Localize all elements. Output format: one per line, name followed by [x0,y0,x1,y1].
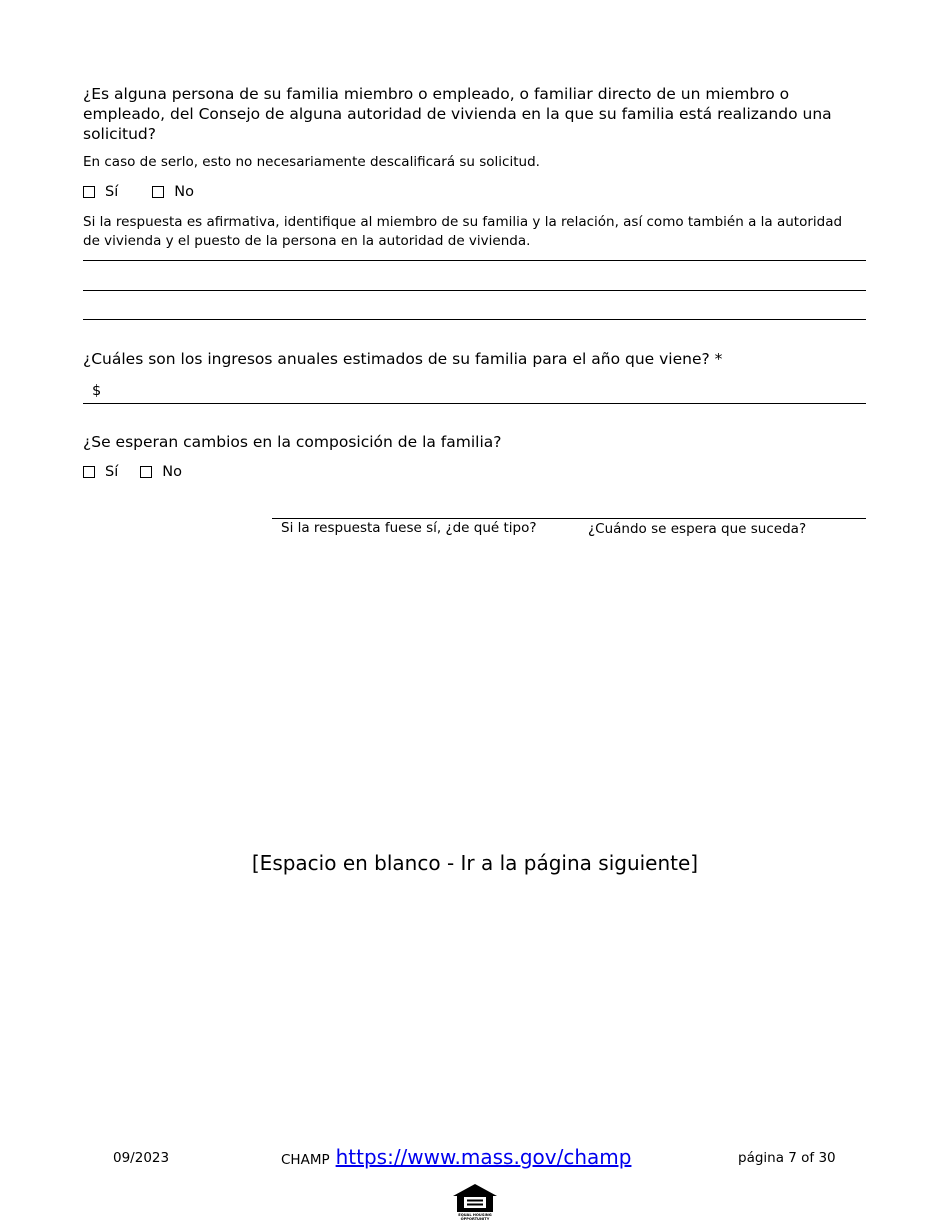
checkbox-icon[interactable] [83,466,95,478]
question-board-member: ¿Es alguna persona de su familia miembro o empleado, o familiar directo de un miembro o empleado, del Consejo de alguna autoridad de vivienda en la que su familia está realizando una solicitud? [83,85,832,143]
checkbox-icon[interactable] [152,186,164,198]
answer-line-1[interactable] [83,260,866,261]
q3-options [83,464,182,480]
q1-no-option[interactable] [152,184,194,200]
footer-program [281,1145,631,1169]
checkbox-icon[interactable] [83,186,95,198]
blank-space-notice: [Espacio en blanco - Ir a la página siguiente] [251,851,699,875]
q3-yes-label: Sí [105,464,119,480]
change-date-header: ¿Cuándo se espera que suceda? [588,521,807,537]
footer-date: 09/2023 [113,1150,170,1166]
q1-options [83,184,194,200]
champ-link[interactable]: https://www.mass.gov/champ [335,1145,632,1169]
equal-housing-opportunity-logo [450,1182,500,1222]
q1-followup-instructions: Si la respuesta es afirmativa, identifique al miembro de su familia y la relación, así como también a la autoridad de vivienda y el puesto de la persona en la autoridad de vivienda. [83,214,843,249]
change-type-header: Si la respuesta fuese sí, ¿de qué tipo? [281,520,537,536]
q1-yes-option[interactable] [83,184,118,200]
answer-line-3[interactable] [83,319,866,320]
q3-yes-option[interactable] [83,464,118,480]
q1-no-label: No [174,184,194,200]
income-input-line[interactable] [83,403,866,404]
answer-line-2[interactable] [83,290,866,291]
program-name: CHAMP [281,1152,330,1168]
q3-no-label: No [162,464,182,480]
disqualification-note: En caso de serlo, esto no necesariamente descalificará su solicitud. [83,154,540,170]
required-mark: * [714,350,723,368]
q1-yes-label: Sí [105,184,119,200]
logo-caption: EQUAL HOUSING OPPORTUNITY [458,1213,492,1221]
question-annual-income [83,349,722,369]
currency-symbol: $ [92,383,102,399]
q3-no-option[interactable] [140,464,182,480]
footer-page-number: página 7 of 30 [738,1150,836,1166]
checkbox-icon[interactable] [140,466,152,478]
income-question-text: ¿Cuáles son los ingresos anuales estimados de su familia para el año que viene? [83,350,710,368]
question-household-changes: ¿Se esperan cambios en la composición de la familia? [83,433,502,451]
changes-table-header [272,518,866,537]
